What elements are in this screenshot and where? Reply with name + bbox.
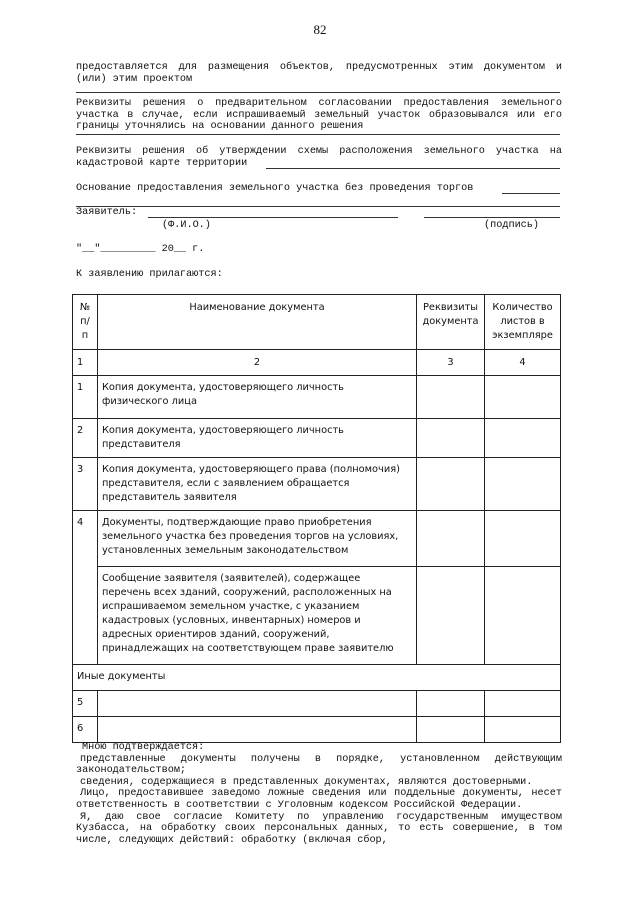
row-sheet-count-cell[interactable] bbox=[485, 511, 561, 567]
table-row bbox=[73, 458, 561, 511]
basis-fill-line-1[interactable] bbox=[502, 193, 560, 194]
scheme-approval-fill-line[interactable] bbox=[266, 168, 560, 169]
row-doc-name-cell[interactable] bbox=[97, 691, 416, 717]
basis-fill-line-2[interactable] bbox=[76, 206, 560, 207]
row-number: 5 bbox=[73, 691, 98, 717]
row-sheet-count-cell[interactable] bbox=[485, 691, 561, 717]
row-doc-details-cell[interactable] bbox=[417, 511, 485, 567]
column-number: 3 bbox=[417, 350, 485, 376]
column-number-row bbox=[73, 350, 561, 376]
table-row bbox=[73, 376, 561, 419]
row-sheet-count-cell[interactable] bbox=[485, 458, 561, 511]
row-sheet-count-cell[interactable] bbox=[485, 567, 561, 665]
attached-documents-table bbox=[72, 294, 561, 743]
row-number: 4 bbox=[73, 511, 98, 665]
attached-heading: К заявлению прилагаются: bbox=[76, 269, 223, 280]
row-doc-details-cell[interactable] bbox=[417, 567, 485, 665]
row-number: 3 bbox=[73, 458, 98, 511]
applicant-fio-line[interactable] bbox=[148, 217, 398, 218]
row-doc-details-cell[interactable] bbox=[417, 376, 485, 419]
table-row bbox=[73, 511, 561, 567]
header-number: № п/п bbox=[73, 295, 98, 350]
row-number: 2 bbox=[73, 419, 98, 458]
basis-no-auction-text: Основание предоставления земельного участка без проведения торгов bbox=[76, 183, 474, 194]
header-doc-name: Наименование документа bbox=[97, 295, 416, 350]
prelim-approval-text: Реквизиты решения о предварительном согласовании предоставления земельного участка в случае, если испрашиваемый земельный участок образовывался или его границы уточнялись на основании данного решения bbox=[76, 98, 562, 133]
row-doc-name: Копия документа, удостоверяющего личность физического лица bbox=[97, 376, 416, 419]
column-number: 1 bbox=[73, 350, 98, 376]
other-documents-label: Иные документы bbox=[73, 665, 561, 691]
row-doc-details-cell[interactable] bbox=[417, 717, 485, 743]
table-row bbox=[73, 567, 561, 665]
row-number: 1 bbox=[73, 376, 98, 419]
signature-caption: (подпись) bbox=[484, 220, 540, 231]
row-doc-name: Сообщение заявителя (заявителей), содержащее перечень всех зданий, сооружений, расположенных на испрашиваемом земельном участке, с указанием кадастровых (условных, инвентарных) номеров и адресных ориентиров зданий, сооружений, принадлежащих на соответствующем праве заявителю bbox=[97, 567, 416, 665]
prelim-approval-fill-line[interactable] bbox=[76, 134, 560, 135]
other-documents-row bbox=[73, 665, 561, 691]
row-doc-details-cell[interactable] bbox=[417, 419, 485, 458]
certification-block bbox=[76, 742, 562, 846]
row-sheet-count-cell[interactable] bbox=[485, 419, 561, 458]
row-doc-details-cell[interactable] bbox=[417, 691, 485, 717]
header-doc-details: Реквизиты документа bbox=[417, 295, 485, 350]
applicant-label: Заявитель: bbox=[76, 207, 138, 218]
scheme-approval-text: Реквизиты решения об утверждении схемы расположения земельного участка на кадастровой карте территории bbox=[76, 146, 562, 169]
certification-item: представленные документы получены в порядке, установленном действующим законодательством; bbox=[76, 753, 562, 777]
row-doc-name-cell[interactable] bbox=[97, 717, 416, 743]
table-row bbox=[73, 419, 561, 458]
applicant-signature-line[interactable] bbox=[424, 217, 560, 218]
top-paragraph: предоставляется для размещения объектов, предусмотренных этим документом и (или) этим проектом bbox=[76, 62, 562, 85]
column-number: 4 bbox=[485, 350, 561, 376]
certification-item: Лицо, предоставившее заведомо ложные сведения или поддельные документы, несет ответственность в соответствии с Уголовным кодексом Российской Федерации. bbox=[76, 788, 562, 811]
row-sheet-count-cell[interactable] bbox=[485, 717, 561, 743]
certification-item: сведения, содержащиеся в представленных документах, являются достоверными. bbox=[80, 776, 533, 788]
row-doc-name: Документы, подтверждающие право приобретения земельного участка без проведения торгов на условиях, установленных земельным законодательством bbox=[97, 511, 416, 567]
certification-item: Я, даю свое согласие Комитету по управлению государственным имуществом Кузбасса, на обработку своих персональных данных, то есть совершение, в том числе, следующих действий: обработку (включая сбор, bbox=[76, 811, 562, 846]
page-number: 82 bbox=[313, 22, 327, 37]
header-sheet-count: Количество листов в экземпляре bbox=[485, 295, 561, 350]
row-sheet-count-cell[interactable] bbox=[485, 376, 561, 419]
certification-intro: Мною подтверждается: bbox=[82, 742, 205, 753]
date-line: "__"_________ 20__ г. bbox=[76, 244, 205, 255]
table-row bbox=[73, 717, 561, 743]
row-number: 6 bbox=[73, 717, 98, 743]
row-doc-name: Копия документа, удостоверяющего права (полномочия) представителя, если с заявлением обращается представитель заявителя bbox=[97, 458, 416, 511]
table-header-row bbox=[73, 295, 561, 350]
fio-caption: (Ф.И.О.) bbox=[162, 220, 211, 231]
row-doc-name: Копия документа, удостоверяющего личность представителя bbox=[97, 419, 416, 458]
column-number: 2 bbox=[97, 350, 416, 376]
row-doc-details-cell[interactable] bbox=[417, 458, 485, 511]
table-row bbox=[73, 691, 561, 717]
separator-line bbox=[76, 92, 560, 93]
